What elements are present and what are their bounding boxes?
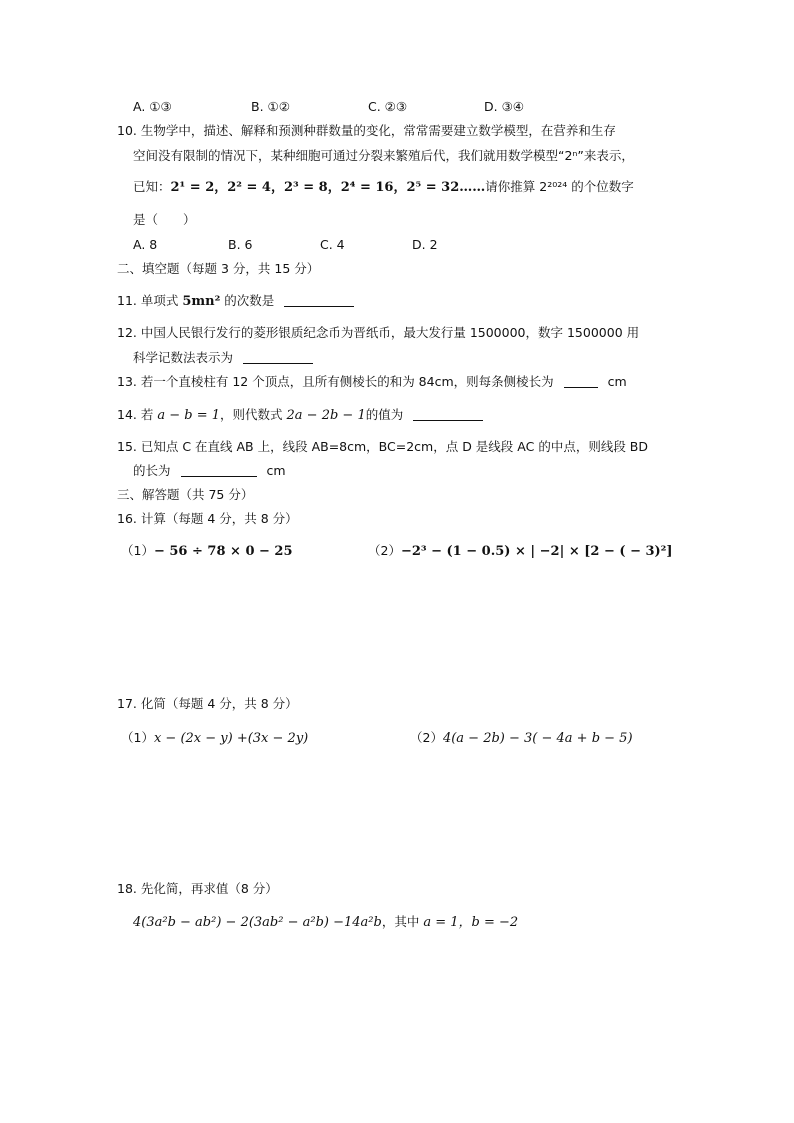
q15-answer-blank[interactable] [181,464,257,477]
q17-part2-expr: 4(a − 2b) − 3( − 4a + b − 5) [442,731,633,746]
q11-answer-blank[interactable] [284,294,354,307]
q13-prefix: 13. 若一个直棱柱有 12 个顶点，且所有侧棱长的和为 84cm，则每条侧棱长为 [117,374,554,389]
q11-suffix: 的次数是 [224,293,275,308]
q18-expr-line [133,914,518,931]
q10-option-d: D. 2 [412,237,438,252]
q9-option-c: C. ②③ [368,99,408,114]
q10-option-a: A. 8 [133,237,158,252]
q14-expr: 2a − 2b − 1 [286,408,366,423]
q17-part2 [410,730,633,747]
q16-part2-label: （2） [368,543,401,558]
q10-given-prefix: 已知： [133,179,171,194]
q11-prefix: 11. 单项式 [117,293,179,308]
q16-part1 [121,543,293,560]
q14-mid: ，则代数式 [220,407,283,422]
q10-line2: 空间没有限制的情况下，某种细胞可通过分裂来繁殖后代，我们就用数学模型“2ⁿ”来表示， [133,148,634,163]
q16-title: 16. 计算（每题 4 分，共 8 分） [117,511,298,526]
q15-line2 [133,463,286,479]
q14-answer-blank[interactable] [413,408,483,421]
section3-title: 三、解答题（共 75 分） [117,487,254,502]
q17-title: 17. 化简（每题 4 分，共 8 分） [117,696,298,711]
q13-unit: cm [607,374,627,389]
q10-ask: 请你推算 2²⁰²⁴ 的个位数字 [485,179,634,194]
q15-unit: cm [266,463,286,478]
q13-answer-blank[interactable] [564,375,598,388]
q16-part1-label: （1） [121,543,154,558]
q9-option-b: B. ①② [251,99,290,114]
q16-part2-expr: −2³ − (1 − 0.5) × | −2| × [2 − ( − 3)²] [400,544,673,559]
q10-line4: 是（ ） [133,212,196,227]
q15-line2-text: 的长为 [133,463,171,478]
q18-title: 18. 先化简，再求值（8 分） [117,881,278,896]
q17-part2-label: （2） [410,730,443,745]
q12-line2 [133,350,313,366]
q10-line1: 10. 生物学中，描述、解释和预测种群数量的变化，常常需要建立数学模型，在营养和生存 [117,123,616,138]
q11-math: 5mn² [182,294,221,309]
q17-part1-expr: x − (2x − y) +(3x − 2y) [153,731,309,746]
q16-part1-expr: − 56 ÷ 78 × 0 − 25 [153,544,293,559]
q10-option-c: C. 4 [320,237,345,252]
q14-cond: a − b = 1 [157,408,221,423]
q9-option-d: D. ③④ [484,99,524,114]
q15-line1: 15. 已知点 C 在直线 AB 上，线段 AB=8cm，BC=2cm，点 D 是线段 AC 的中点，则线段 BD [117,439,648,454]
section2-title: 二、填空题（每题 3 分，共 15 分） [117,261,320,276]
q12-answer-blank[interactable] [243,351,313,364]
q18-cond-prefix: ，其中 [381,914,420,929]
q14-suffix: 的值为 [365,407,404,422]
q18-cond: a = 1，b = −2 [423,915,519,930]
q12-line1: 12. 中国人民银行发行的菱形银质纪念币为晋纸币，最大发行量 1500000，数字 1500000 用 [117,325,640,340]
q17-part1 [121,730,308,747]
q14-prefix: 14. 若 [117,407,154,422]
q10-option-b: B. 6 [228,237,253,252]
q12-line2-text: 科学记数法表示为 [133,350,234,365]
q17-part1-label: （1） [121,730,154,745]
q13 [117,374,627,390]
q10-line3 [133,179,634,196]
q10-given-math: 2¹ = 2，2² = 4，2³ = 8，2⁴ = 16，2⁵ = 32…… [170,180,486,195]
q9-option-a: A. ①③ [133,99,172,114]
q11 [117,293,354,310]
q18-expr: 4(3a²b − ab²) − 2(3ab² − a²b) −14a²b [133,915,382,930]
q16-part2 [368,543,673,560]
q14 [117,407,483,424]
